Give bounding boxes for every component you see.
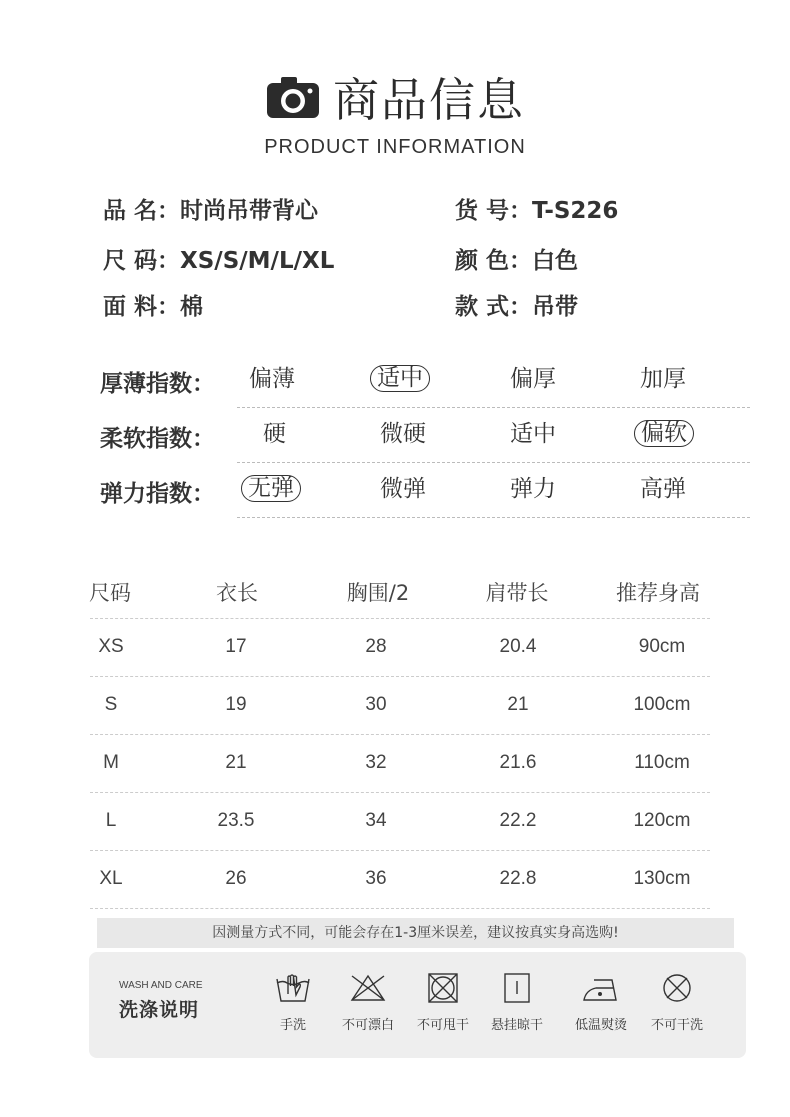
info-color: 颜 色：白色 bbox=[455, 248, 579, 274]
table-cell: 26 bbox=[225, 868, 247, 889]
table-cell: S bbox=[104, 694, 118, 715]
table-cell: 110cm bbox=[634, 752, 690, 773]
care-item bbox=[406, 972, 480, 1033]
page-title: 商品信息 bbox=[333, 73, 525, 127]
table-row bbox=[90, 793, 720, 851]
table-cell: 90cm bbox=[638, 636, 686, 657]
care-item-label: 悬挂晾干 bbox=[490, 1018, 543, 1033]
no-bleach-icon bbox=[349, 972, 387, 1004]
measurement-note: 因测量方式不同，可能会存在1-3厘米误差，建议按真实身高选购! bbox=[97, 918, 734, 948]
care-label-en: WASH AND CARE bbox=[119, 980, 203, 991]
info-size: 尺 码：XS/S/M/L/XL bbox=[103, 248, 335, 274]
table-cell: 19 bbox=[225, 694, 247, 715]
care-item-label: 手洗 bbox=[279, 1018, 306, 1033]
care-item bbox=[640, 972, 714, 1033]
index-label: 柔软指数： bbox=[100, 426, 215, 452]
section-header bbox=[0, 64, 790, 159]
table-cell: 23.5 bbox=[217, 810, 255, 831]
info-style: 款 式：吊带 bbox=[455, 294, 579, 320]
column-header: 肩带长 bbox=[485, 581, 549, 605]
dashed-divider bbox=[237, 407, 750, 408]
table-cell: 22.8 bbox=[499, 868, 537, 889]
info-item-number: 货 号：T-S226 bbox=[455, 198, 619, 224]
table-cell: 28 bbox=[365, 636, 387, 657]
table-cell: 120cm bbox=[633, 810, 691, 831]
info-product-name: 品 名：时尚吊带背心 bbox=[103, 198, 319, 224]
column-header: 推荐身高 bbox=[616, 581, 700, 605]
table-row bbox=[90, 735, 720, 793]
care-label-zh: 洗涤说明 bbox=[119, 999, 200, 1021]
table-row bbox=[90, 851, 720, 909]
index-option: 偏厚 bbox=[510, 366, 556, 392]
index-option: 硬 bbox=[263, 421, 286, 447]
no-dry-clean-icon bbox=[658, 972, 696, 1004]
index-option: 加厚 bbox=[640, 366, 686, 392]
table-cell: 130cm bbox=[633, 868, 691, 889]
info-fabric: 面 料：棉 bbox=[103, 294, 204, 320]
care-item-label: 不可甩干 bbox=[416, 1018, 469, 1033]
index-option: 偏软 bbox=[634, 420, 694, 447]
wash-care-panel bbox=[89, 952, 746, 1058]
index-option: 高弹 bbox=[640, 476, 686, 502]
table-cell: M bbox=[103, 752, 119, 773]
index-option: 适中 bbox=[370, 365, 430, 392]
dashed-divider bbox=[237, 517, 750, 518]
table-cell: 36 bbox=[365, 868, 387, 889]
hang-dry-icon bbox=[498, 972, 536, 1004]
care-item bbox=[256, 972, 330, 1033]
index-option: 适中 bbox=[510, 421, 556, 447]
table-cell: 21.6 bbox=[499, 752, 537, 773]
size-table bbox=[90, 575, 720, 909]
table-cell: 30 bbox=[365, 694, 387, 715]
care-item bbox=[331, 972, 405, 1033]
row-divider bbox=[90, 908, 710, 909]
title-row bbox=[0, 64, 790, 130]
hand-wash-icon bbox=[274, 972, 312, 1004]
index-option: 微弹 bbox=[380, 476, 426, 502]
index-option: 无弹 bbox=[241, 475, 301, 502]
column-header: 衣长 bbox=[216, 581, 258, 605]
table-cell: XS bbox=[98, 636, 124, 657]
table-row bbox=[90, 619, 720, 677]
index-softness bbox=[100, 420, 750, 464]
care-item-label: 低温熨烫 bbox=[574, 1018, 627, 1033]
index-option: 偏薄 bbox=[249, 366, 295, 392]
care-label bbox=[119, 980, 229, 1022]
table-cell: 21 bbox=[507, 694, 529, 715]
table-cell: 20.4 bbox=[499, 636, 537, 657]
page-subtitle: PRODUCT INFORMATION bbox=[264, 136, 526, 158]
table-cell: 21 bbox=[225, 752, 247, 773]
table-cell: 17 bbox=[225, 636, 247, 657]
table-cell: XL bbox=[99, 868, 123, 889]
index-elasticity bbox=[100, 475, 750, 519]
index-label: 弹力指数： bbox=[100, 481, 215, 507]
index-option: 微硬 bbox=[380, 421, 426, 447]
table-cell: 32 bbox=[365, 752, 387, 773]
column-header: 胸围/2 bbox=[346, 581, 410, 605]
table-cell: L bbox=[105, 810, 117, 831]
table-cell: 100cm bbox=[633, 694, 691, 715]
table-cell: 34 bbox=[365, 810, 387, 831]
column-header: 尺码 bbox=[89, 581, 131, 605]
care-item-label: 不可漂白 bbox=[341, 1018, 394, 1033]
dashed-divider bbox=[237, 462, 750, 463]
camera-icon bbox=[265, 74, 321, 120]
table-header-row bbox=[90, 575, 720, 619]
index-option: 弹力 bbox=[510, 476, 556, 502]
care-item-label: 不可干洗 bbox=[650, 1018, 703, 1033]
index-label: 厚薄指数： bbox=[100, 371, 215, 397]
table-cell: 22.2 bbox=[499, 810, 537, 831]
care-item bbox=[480, 972, 554, 1033]
care-item bbox=[564, 972, 638, 1033]
low-iron-icon bbox=[582, 972, 620, 1004]
index-thickness bbox=[100, 365, 750, 409]
no-tumble-dry-icon bbox=[424, 972, 462, 1004]
table-row bbox=[90, 677, 720, 735]
